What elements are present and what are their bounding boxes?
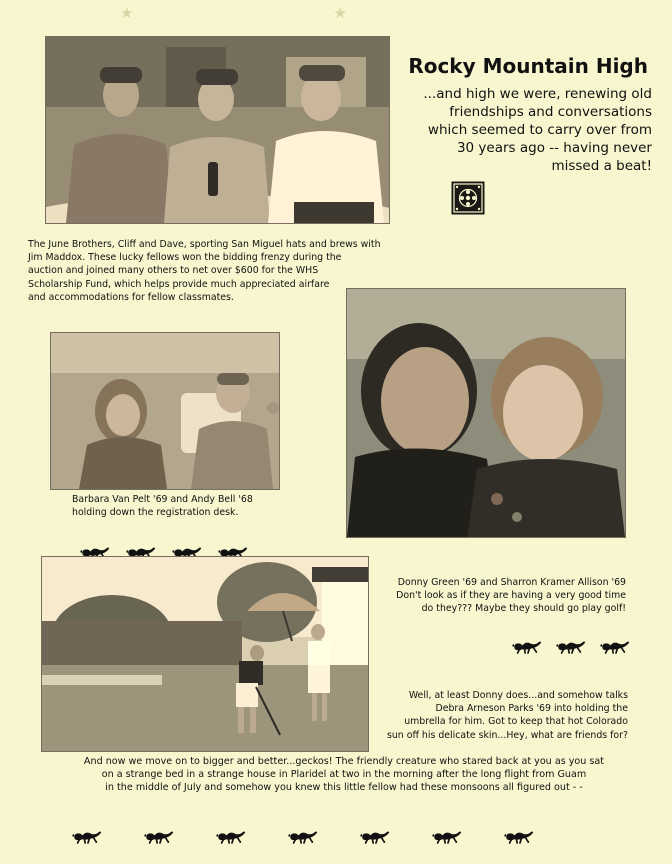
gecko-icon (504, 826, 534, 845)
page-title: Rocky Mountain High (408, 54, 648, 78)
caption-registration (72, 493, 292, 519)
caption-line: Donny Green '69 and Sharron Kramer Allison '69 (397, 577, 626, 588)
gecko-icon (72, 826, 102, 845)
bleed-through-edge (664, 282, 672, 302)
gecko-icon (512, 636, 542, 655)
gecko-icon (360, 826, 390, 845)
caption-line: sun off his delicate skin...Hey, what are friends for? (386, 729, 628, 741)
caption-donny-sharron (380, 576, 626, 616)
gecko-icon (288, 826, 318, 845)
subtitle-line: 30 years ago -- having never (456, 140, 652, 156)
gecko-row (72, 826, 534, 845)
caption-line: and accommodations for fellow classmates. (28, 291, 234, 303)
gecko-icon (216, 826, 246, 845)
caption-line: auction and joined many others to net over $600 for the WHS (28, 265, 319, 277)
bleed-through-text: ★ ★ (120, 4, 349, 22)
caption-golf (376, 689, 628, 742)
caption-line: Scholarship Fund, which helps provide much appreciated airfare (28, 278, 330, 290)
caption-line: holding down the registration desk. (72, 507, 239, 519)
caption-line: Don't look as if they are having a very good time (396, 590, 626, 602)
subtitle-line: which seemed to carry over from (427, 122, 652, 138)
gecko-icon (144, 826, 174, 845)
photo-donny-sharron (346, 288, 626, 538)
caption-june-brothers (28, 238, 388, 304)
subtitle-line: ...and high we were, renewing old (423, 86, 652, 102)
photo-registration-desk (50, 332, 280, 490)
gecko-row (512, 636, 630, 655)
caption-line: in the middle of July and somehow you knew this little fellow had these monsoons all figured out - - (105, 782, 583, 794)
photo-golf (41, 556, 369, 752)
gecko-icon (556, 636, 586, 655)
caption-line: And now we move on to bigger and better...geckos! The friendly creature who stared back at you as you sat (83, 756, 605, 767)
caption-line: Barbara Van Pelt '69 and Andy Bell '68 (72, 494, 253, 505)
photo-june-brothers (45, 36, 390, 224)
gecko-icon (600, 636, 630, 655)
caption-line: do they??? Maybe they should go play golf! (421, 603, 626, 615)
caption-line: on a strange bed in a strange house in Plaridel at two in the morning after the long flight from Guam (101, 769, 587, 781)
subtitle-line: friendships and conversations (449, 104, 652, 120)
caption-line: Well, at least Donny does...and somehow talks (408, 690, 628, 701)
ornamental-tile-icon (451, 181, 485, 215)
caption-geckos-intro (44, 755, 644, 795)
caption-line: The June Brothers, Cliff and Dave, sporting San Miguel hats and brews with (28, 239, 381, 250)
page-subtitle (396, 85, 652, 175)
caption-line: Debra Arneson Parks '69 into holding the (435, 703, 628, 715)
subtitle-line: missed a beat! (551, 158, 652, 174)
caption-line: Jim Maddox. These lucky fellows won the bidding frenzy during the (28, 252, 342, 264)
gecko-icon (432, 826, 462, 845)
caption-line: umbrella for him. Got to keep that hot Colorado (404, 716, 628, 728)
